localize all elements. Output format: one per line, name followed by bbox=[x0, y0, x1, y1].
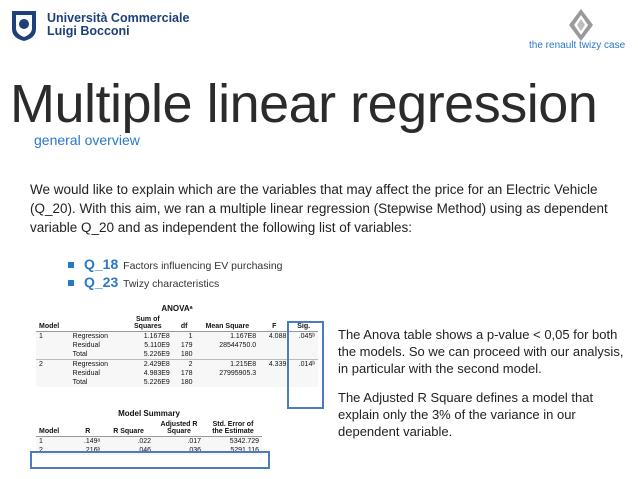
table-cell: .036 bbox=[187, 447, 201, 454]
table-row bbox=[36, 341, 318, 350]
bullet-text: Twizy characteristics bbox=[122, 278, 220, 290]
model-summary-title: Model Summary bbox=[118, 409, 180, 418]
table-cell: 1 bbox=[39, 438, 43, 445]
table-row bbox=[36, 437, 262, 447]
case-label: the renault twizy case bbox=[529, 40, 626, 51]
table-cell: 5.226E9 bbox=[143, 351, 170, 358]
bullet-marker-icon bbox=[68, 280, 74, 286]
table-cell: .216ᵇ bbox=[83, 447, 101, 454]
renault-diamond-icon bbox=[568, 8, 594, 42]
bullet-item bbox=[68, 256, 283, 272]
sig-highlight-box bbox=[287, 321, 324, 409]
table-cell: 5.110E9 bbox=[144, 342, 170, 349]
page-subtitle: general overview bbox=[34, 132, 140, 148]
table-cell: 28544750.0 bbox=[219, 342, 257, 349]
anova-header-blank bbox=[70, 315, 123, 332]
table-cell bbox=[36, 369, 70, 378]
anova-header-model: Model bbox=[36, 315, 70, 332]
table-cell: 2 bbox=[173, 360, 196, 370]
model-summary-table bbox=[36, 420, 262, 455]
table-cell bbox=[196, 350, 260, 360]
table-cell bbox=[259, 369, 289, 378]
table-cell: 27995905.3 bbox=[219, 370, 257, 377]
bullet-item bbox=[68, 274, 219, 290]
anova-table bbox=[36, 315, 318, 387]
university-name: Università Commerciale bbox=[47, 11, 190, 25]
table-cell: .017 bbox=[187, 438, 201, 445]
anova-note: The Anova table shows a p-value < 0,05 for both the models. So we can proceed with our analysis, in particular with the second model. bbox=[338, 327, 624, 376]
table-cell: .046 bbox=[137, 447, 151, 454]
table-cell: Total bbox=[72, 379, 88, 386]
anova-table-title: ANOVAᵃ bbox=[161, 304, 193, 313]
table-cell: 178 bbox=[180, 370, 193, 377]
table-cell: 5.226E9 bbox=[143, 379, 170, 386]
table-cell bbox=[196, 378, 260, 387]
ms-header-std-err: Std. Error of the Estimate bbox=[204, 420, 262, 437]
table-row bbox=[36, 332, 318, 342]
anova-header-f: F bbox=[259, 315, 289, 332]
table-cell: Total bbox=[72, 351, 88, 358]
table-cell: Regression bbox=[70, 360, 123, 370]
university-subname: Luigi Bocconi bbox=[47, 24, 130, 38]
intro-paragraph: We would like to explain which are the variables that may affect the price for an Electric Vehicle (Q_20). With this aim, we ran a multiple linear regression (Stepwise Method) using as dependent variable Q_20 and as independent the following list of variables: bbox=[30, 182, 608, 235]
bullet-key: Q_18 bbox=[84, 256, 119, 272]
table-cell bbox=[36, 350, 70, 360]
table-cell: Regression bbox=[72, 333, 109, 340]
bullet-marker-icon bbox=[68, 262, 74, 268]
analysis-notes bbox=[338, 326, 636, 452]
model2-highlight-box bbox=[30, 451, 270, 469]
ms-header-model: Model bbox=[36, 420, 72, 437]
table-cell: 4.339 bbox=[259, 360, 289, 370]
table-row bbox=[36, 369, 318, 378]
table-cell: 1 bbox=[188, 333, 193, 340]
table-cell: .014ᵇ bbox=[289, 360, 318, 370]
table-cell bbox=[36, 341, 70, 350]
table-cell: .045ᵇ bbox=[298, 333, 315, 340]
table-cell bbox=[36, 378, 70, 387]
anova-header-ms: Mean Square bbox=[196, 315, 260, 332]
table-row bbox=[36, 378, 318, 387]
anova-header-sig: Sig. bbox=[289, 315, 318, 332]
bullet-key: Q_23 bbox=[84, 274, 119, 290]
table-cell: Residual bbox=[72, 370, 100, 377]
table-cell: Residual bbox=[72, 342, 100, 349]
table-cell bbox=[259, 378, 289, 387]
table-cell: 4.983E9 bbox=[143, 370, 170, 377]
table-cell: 4.088 bbox=[268, 333, 287, 340]
table-cell: .022 bbox=[137, 438, 151, 445]
anova-header-ss: Sum of Squares bbox=[123, 315, 173, 332]
table-cell: 179 bbox=[180, 342, 193, 349]
ms-header-rsq: R Square bbox=[103, 420, 154, 437]
table-cell: 1.215E8 bbox=[196, 360, 260, 370]
bocconi-seal-icon bbox=[9, 9, 39, 42]
table-cell bbox=[259, 341, 289, 350]
table-cell: 1.167E8 bbox=[230, 333, 257, 340]
university-logo-text bbox=[47, 12, 189, 38]
table-cell: 180 bbox=[180, 351, 193, 358]
table-row bbox=[36, 360, 318, 370]
table-cell: 2 bbox=[39, 447, 43, 454]
table-cell: .149ᵃ bbox=[83, 438, 101, 445]
table-cell: 180 bbox=[180, 379, 193, 386]
page-title: Multiple linear regression bbox=[10, 74, 598, 134]
anova-header-df: df bbox=[173, 315, 196, 332]
table-cell: 1 bbox=[39, 333, 43, 340]
table-cell: 2 bbox=[36, 360, 70, 370]
table-cell: 5342.729 bbox=[229, 438, 259, 445]
ms-header-r: R bbox=[72, 420, 103, 437]
rsquare-note: The Adjusted R Square defines a model that explain only the 3% of the variance in our dependent variable. bbox=[338, 390, 594, 439]
table-row bbox=[36, 350, 318, 360]
bullet-text: Factors influencing EV purchasing bbox=[123, 260, 283, 272]
table-cell bbox=[259, 350, 289, 360]
table-cell: 2.429E8 bbox=[123, 360, 173, 370]
table-cell: 1.167E8 bbox=[143, 333, 170, 340]
table-cell: 5291.116 bbox=[230, 447, 259, 454]
ms-header-adj-rsq: Adjusted R Square bbox=[154, 420, 204, 437]
